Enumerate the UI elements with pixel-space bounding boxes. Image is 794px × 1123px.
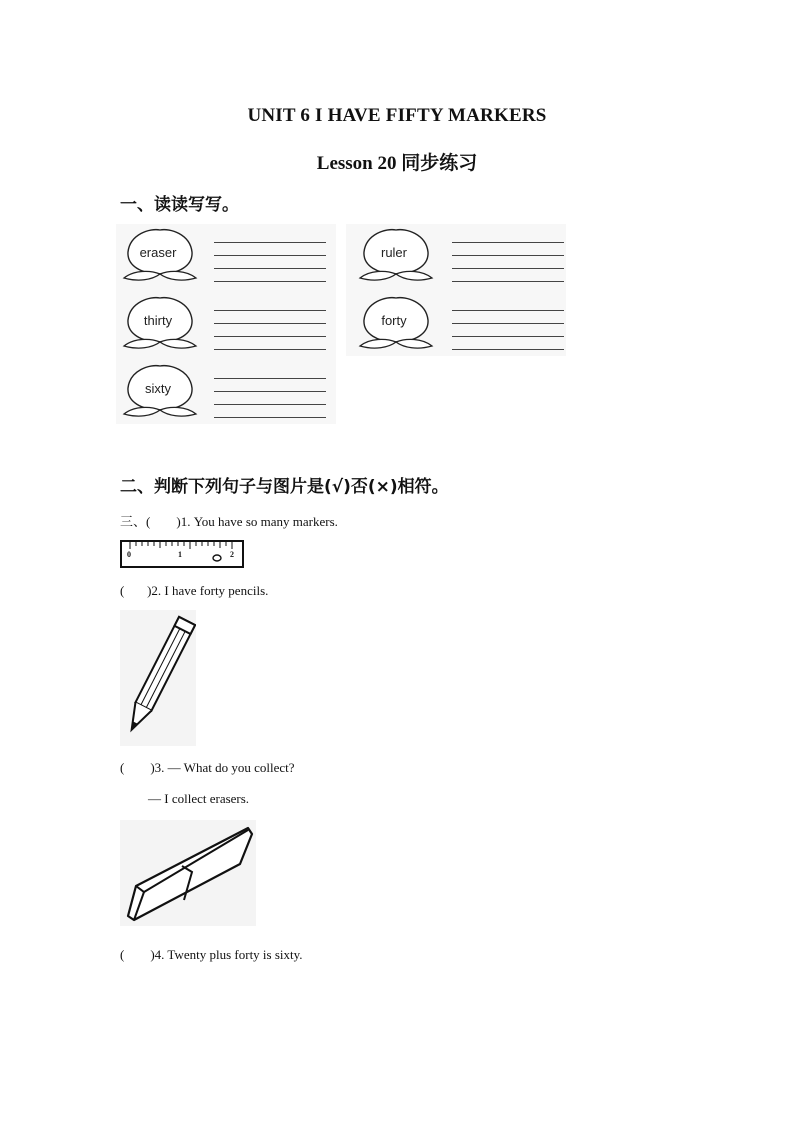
peach-word: eraser (139, 245, 177, 260)
answer-paren[interactable]: ( ) (120, 947, 155, 962)
peach-word: sixty (145, 381, 171, 396)
eraser-image (120, 820, 256, 926)
answer-paren[interactable]: ( ) (120, 583, 152, 598)
question-3 (120, 760, 295, 776)
page-title: UNIT 6 I HAVE FIFTY MARKERS (247, 105, 547, 126)
ruler-icon (120, 540, 244, 568)
lesson-subtitle: Lesson 20 同步练习 (316, 153, 478, 174)
ruler-tick-label: 2 (230, 550, 234, 559)
answer-paren[interactable]: ( ) (120, 760, 155, 775)
peach-thirty (120, 294, 200, 352)
question-2 (120, 583, 268, 599)
ruler-image (120, 540, 244, 568)
pencil-image (120, 610, 196, 746)
question-text: 1. You have so many markers. (180, 514, 338, 529)
section-2-heading: 二、判断下列句子与图片是(√)否(×)相符。 (120, 477, 449, 497)
question-text: 4. Twenty plus forty is sixty. (154, 947, 303, 962)
peach-ruler (356, 226, 436, 284)
peach-word: ruler (380, 245, 407, 260)
peach-word: thirty (143, 313, 173, 328)
writing-lines[interactable] (452, 310, 564, 362)
question-4 (120, 947, 303, 963)
peach-forty (356, 294, 436, 352)
writing-lines[interactable] (452, 242, 564, 294)
question-prefix: 三、 (120, 514, 147, 529)
pencil-icon (120, 610, 196, 746)
question-text: 2. I have forty pencils. (151, 583, 269, 598)
ruler-tick-label: 1 (178, 550, 182, 559)
ruler-tick-label: 0 (127, 550, 131, 559)
eraser-icon (120, 820, 256, 926)
peach-word: forty (381, 313, 407, 328)
question-text: 3. — What do you collect? (154, 760, 295, 775)
question-3-answer: — I collect erasers. (148, 791, 250, 806)
question-1 (120, 511, 338, 530)
peach-sixty (120, 362, 200, 420)
section-1-heading: 一、读读写写。 (120, 195, 239, 215)
writing-lines[interactable] (214, 310, 326, 362)
peach-eraser (120, 226, 200, 284)
writing-lines[interactable] (214, 242, 326, 294)
answer-paren[interactable]: ( ) (146, 514, 181, 529)
writing-lines[interactable] (214, 378, 326, 430)
